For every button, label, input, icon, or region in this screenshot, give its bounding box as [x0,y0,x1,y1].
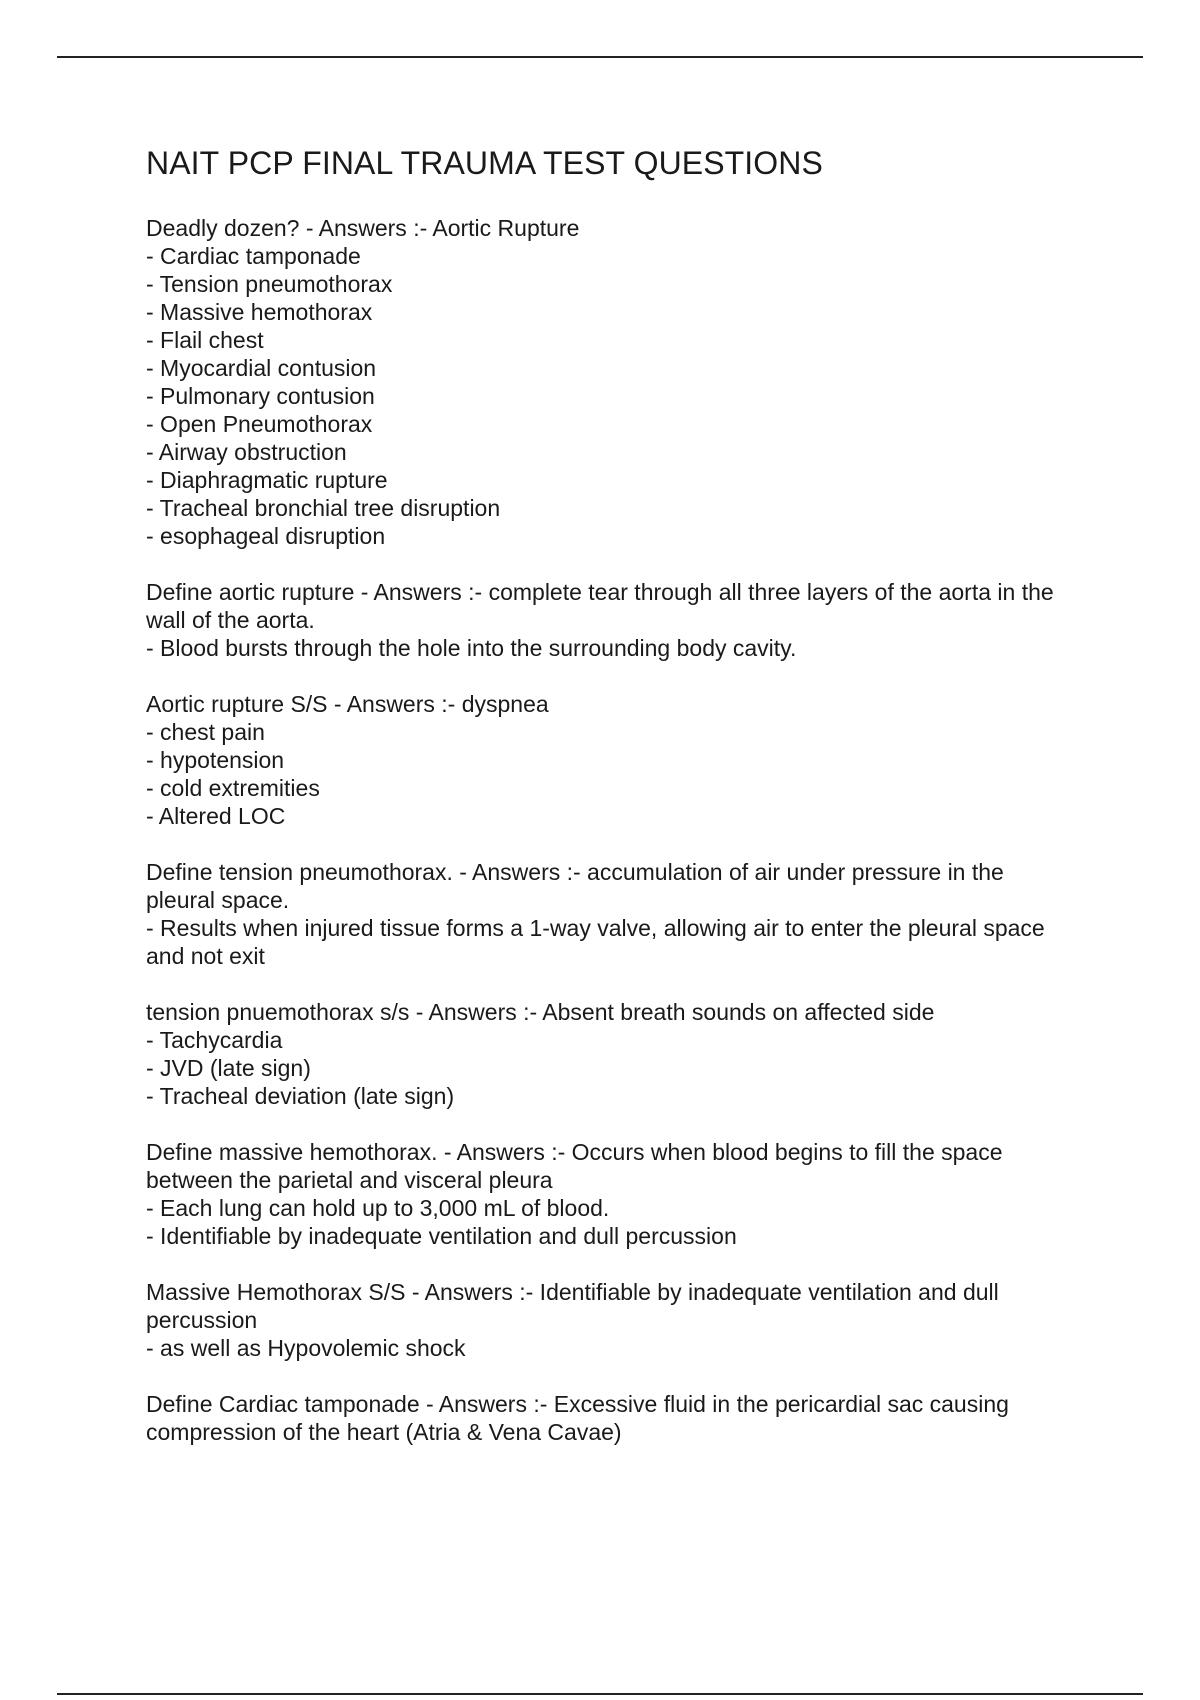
qa-entry-tension-pneumothorax-ss [146,998,1076,1110]
qa-line: - Massive hemothorax [146,299,373,325]
qa-line: - as well as Hypovolemic shock [146,1335,466,1361]
document-body [146,142,1076,1474]
qa-line: Define aortic rupture - Answers :- complete tear through all three layers of the aorta in the wall of the aorta. [146,579,1054,633]
qa-line: - chest pain [146,719,265,745]
qa-line: - Pulmonary contusion [146,383,375,409]
qa-line: - Results when injured tissue forms a 1-way valve, allowing air to enter the pleural space and not exit [146,915,1045,969]
qa-line: Aortic rupture S/S - Answers :- dyspnea [146,691,549,717]
qa-line: - Altered LOC [146,803,286,829]
qa-entry-define-tension-pneumothorax [146,858,1076,970]
header-rule [57,56,1143,58]
qa-line: - Tracheal deviation (late sign) [146,1083,455,1109]
qa-entry-massive-hemothorax-ss [146,1278,1076,1362]
qa-line: Massive Hemothorax S/S - Answers :- Identifiable by inadequate ventilation and dull percussion [146,1279,999,1333]
footer-rule [57,1693,1143,1695]
document-title: NAIT PCP FINAL TRAUMA TEST QUESTIONS [146,145,823,181]
qa-line: - Cardiac tamponade [146,243,361,269]
qa-line: - Tachycardia [146,1027,283,1053]
qa-line: - Flail chest [146,327,264,353]
qa-line: - Diaphragmatic rupture [146,467,388,493]
qa-line: Define tension pneumothorax. - Answers :- accumulation of air under pressure in the pleural space. [146,859,1004,913]
qa-line: - Myocardial contusion [146,355,377,381]
qa-line: - hypotension [146,747,285,773]
qa-line: - cold extremities [146,775,320,801]
qa-line: - JVD (late sign) [146,1055,311,1081]
qa-line: Define massive hemothorax. - Answers :- Occurs when blood begins to fill the space between the parietal and visceral pleura [146,1139,1003,1193]
qa-line: - Each lung can hold up to 3,000 mL of blood. [146,1195,610,1221]
qa-line: - Tracheal bronchial tree disruption [146,495,501,521]
qa-entry-define-massive-hemothorax [146,1138,1076,1250]
qa-line: - esophageal disruption [146,523,386,549]
qa-line: Deadly dozen? - Answers :- Aortic Rupture [146,215,580,241]
qa-line: Define Cardiac tamponade - Answers :- Excessive fluid in the pericardial sac causing compression of the heart (Atria & Vena Cavae) [146,1391,1009,1445]
qa-line: - Open Pneumothorax [146,411,373,437]
qa-entry-aortic-rupture-ss [146,690,1076,830]
qa-line: - Airway obstruction [146,439,347,465]
qa-entry-define-aortic-rupture [146,578,1076,662]
qa-line: - Identifiable by inadequate ventilation and dull percussion [146,1223,737,1249]
qa-entry-define-cardiac-tamponade [146,1390,1076,1446]
qa-line: - Blood bursts through the hole into the surrounding body cavity. [146,635,797,661]
qa-line: tension pnuemothorax s/s - Answers :- Absent breath sounds on affected side [146,999,935,1025]
qa-entry-deadly-dozen [146,214,1076,550]
qa-line: - Tension pneumothorax [146,271,393,297]
